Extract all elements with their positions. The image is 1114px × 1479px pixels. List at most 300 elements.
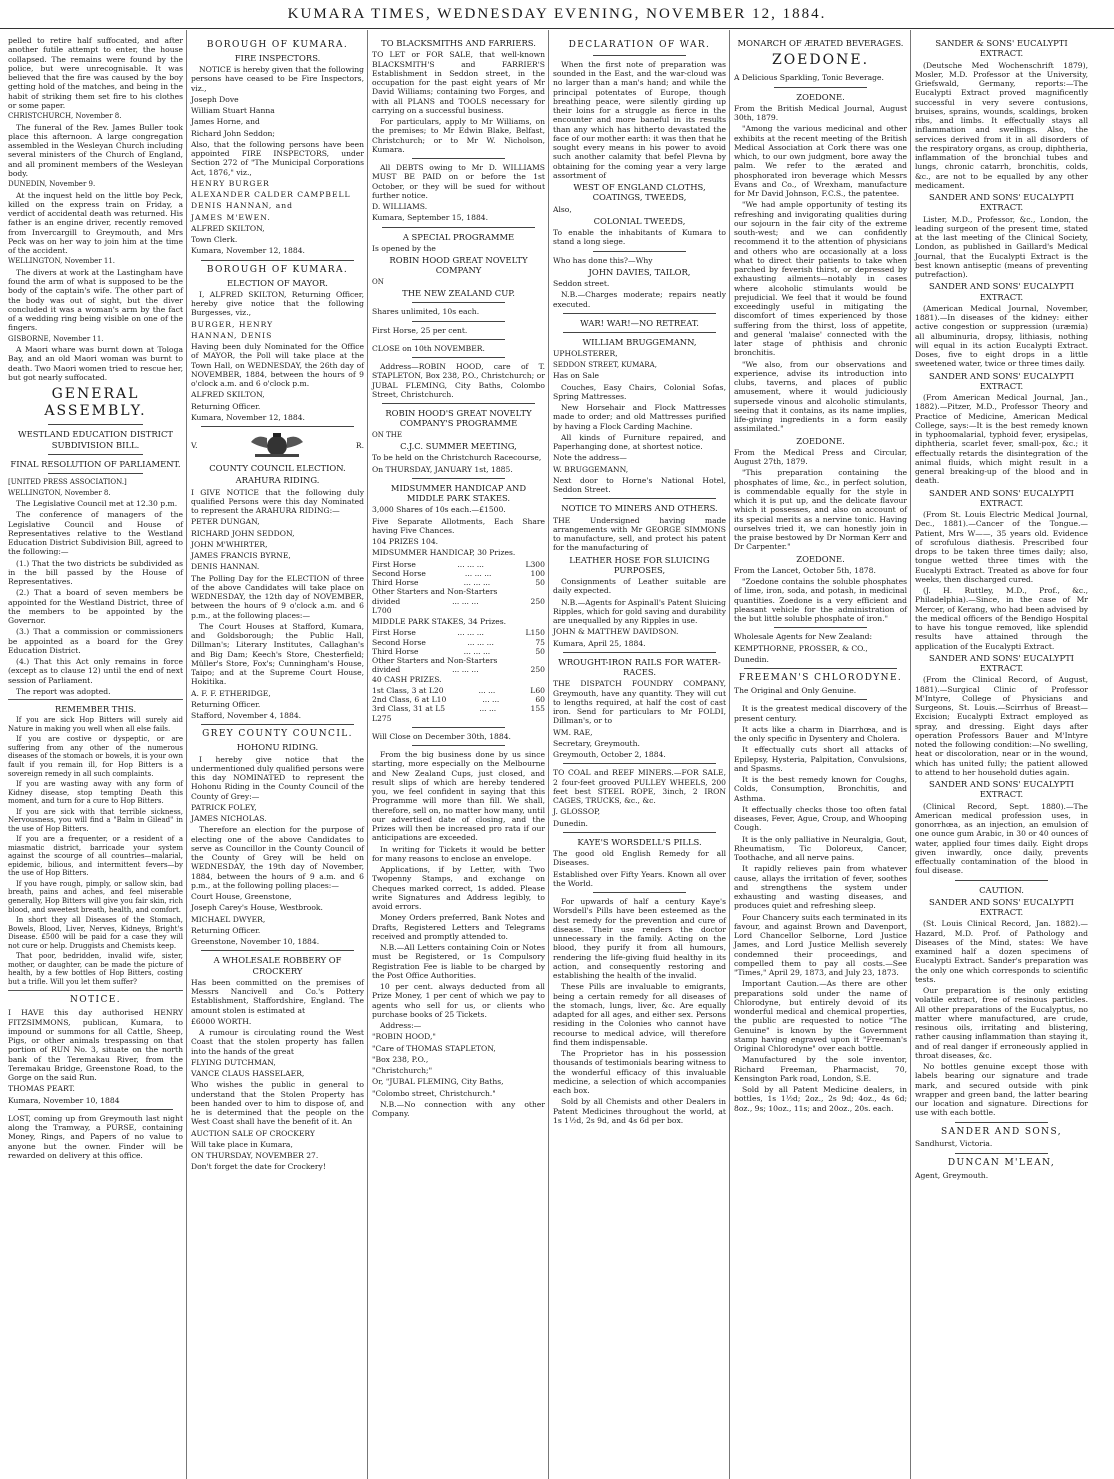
advert-text: "Christchurch;" <box>372 1066 433 1076</box>
advert-text: Applications, if by Letter, with Two Twopenny Stamps, and exchange on Cheques marked correct, 1s added. Please write Signatures and Address legibly, to avoid errors. <box>372 865 545 912</box>
prize-row <box>372 665 545 674</box>
advert-text: "We had ample opportunity of testing its refreshing and invigorating qualities during our sojourn in the fair city of the extreme south-west; and we can confidently recommend it to the attention of physicians and others who are occasionally at a loss what to direct their patients to take when parched by feverish thirst, or depressed by exhausting ailments—notably in cases where alcoholic stimulants would be prejudicial. We feel that it would be found exceedingly useful in mitigating the discomfort of times experienced by those suffering from the thirst, loss of appetite, and general 'malaise' connected with the later stage of phthisis and chronic bronchitis. <box>734 200 907 358</box>
advert-heading: WILLIAM BRUGGEMANN, <box>582 337 697 348</box>
advert-heading: SANDER AND SONS' EUCALYPTI EXTRACT. <box>928 652 1074 673</box>
advert-text: TO COAL and REEF MINERS.—FOR SALE, 2 four-feet grooved PULLEY WHEELS, 200 feet best STEEL ROPE, 3inch, 2 IRON CAGES, TRUCKS, &c., &c. <box>553 768 726 805</box>
notice-heading: COUNTY COUNCIL ELECTION. <box>209 463 346 474</box>
advert-text: (From American Medical Journal, Jan., 1882).—Pitzer, M.D., Professor Theory and Practice of Medicine, American Medical College, says:—It is the best remedy known in typhoomalarial, typhoid fever, erysipelas, diphtheria, scarlet fever, small-pox, &c.; it effectually retards the disintegration of the animal fluids, which might result in a general breaking-up of the blood and in death. <box>915 393 1088 486</box>
divider <box>412 745 505 746</box>
prize-label: First Horse <box>372 559 416 569</box>
signature-title: Returning Officer. <box>191 401 261 411</box>
divider <box>18 1109 173 1110</box>
signature: DUNCAN M'LEAN, <box>947 1157 1056 1168</box>
notice-text: The Polling Day for the ELECTION of three of the above Candidates will take place on WEDNESDAY, the 12th day of NOVEMBER, between the hours of 9 o'clock a.m. and 6 p.m., at the following places:— <box>191 573 364 620</box>
advert-text: Has been committed on the premises of Messrs Nancivell and Co.'s Pottery Establishment, Staffordshire, England. The amount stolen is estimated at <box>191 977 364 1015</box>
divider <box>563 652 716 653</box>
advert-heading: SANDER AND SONS' EUCALYPTI EXTRACT. <box>928 487 1074 508</box>
prize-row <box>372 560 545 569</box>
advert-text: If you are costive or dyspeptic, or are suffering from any other of the numerous diseases of the stomach or bowels, it is your own fault if you remain ill, for Hop Bitters is a sovereign remedy in all such complaints. <box>8 735 183 778</box>
prize-dots: ... ... <box>478 685 496 695</box>
advert-text: If you are sick Hop Bitters will surely aid Nature in making you well when all else fails. <box>8 716 183 733</box>
prize-row <box>372 704 545 713</box>
date: Stafford, November 4, 1884. <box>191 711 302 721</box>
advert-text: "Care of THOMAS STAPLETON, <box>372 1043 496 1053</box>
prize-row <box>372 638 545 647</box>
notice-text: The Court Houses at Stafford, Kumara, and Goldsborough; the Public Hall, Dillman's; Literary Institutes, Callaghan's and Big Dam; Keech's Store, Chesterfield; Müller's Store, Fox's; Cunningham's House, Taipo; and at the Supreme Court House, Hokitika. <box>191 621 364 687</box>
advert-text: Address:— <box>380 1021 422 1031</box>
advert-text: For particulars, apply to Mr Williams, on the premises; to Mr Edwin Blake, Belfast, Christchurch; or to Mr W. Nicholson, Kumara. <box>372 117 545 154</box>
signature-title: Town Clerk. <box>191 235 238 245</box>
advert-text: To enable the inhabitants of Kumara to stand a long siege. <box>553 228 726 247</box>
signature: ALFRED SKILTON, <box>191 223 265 233</box>
dateline: CHRISTCHURCH, November 8. <box>8 112 122 120</box>
advert-text: Dunedin. <box>734 654 769 664</box>
masthead: KUMARA TIMES, WEDNESDAY EVENING, NOVEMBER 12, 1884. <box>0 0 1114 29</box>
date: Kumara, November 12, 1884. <box>191 246 305 256</box>
signature: MICHAEL DWYER, <box>191 914 266 924</box>
prize-value: 100 <box>530 568 545 578</box>
article-text: The Legislative Council met at 12.30 p.m. <box>16 499 178 509</box>
advert-text: AUCTION SALE OF CROCKERY <box>191 1128 315 1138</box>
advert-text: It rapidly relieves pain from whatever cause, allays the irritation of fever, soothes and strengthens the system under exhausting and wasting diseases, and produces quiet and refreshing sleep. <box>734 864 907 911</box>
divider <box>563 763 716 764</box>
advert-heading: SANDER & SONS' EUCALYPTI EXTRACT. <box>935 38 1068 59</box>
advert-text: ON THE <box>372 430 402 439</box>
divider <box>955 1153 1048 1154</box>
notice-heading: BOROUGH OF KUMARA. <box>206 40 349 50</box>
advert-text: Is opened by the <box>372 243 436 253</box>
name-line: PETER DUNGAN, <box>191 517 260 527</box>
name-line: RICHARD JOHN SEDDON, <box>191 528 295 538</box>
advert-text: "Colombo street, Christchurch." <box>372 1088 496 1098</box>
date: Kumara, April 25, 1884. <box>553 638 646 648</box>
advert-text: "Box 238, P.O., <box>372 1054 429 1064</box>
advert-text: To be held on the Christchurch Racecourse, <box>372 453 542 463</box>
advert-text: The good old English Remedy for all Diseases. <box>553 849 726 868</box>
divider <box>201 950 354 951</box>
advert-text: Our preparation is the only existing volatile extract, free of resinous particles. All other preparations of the Eucalyptus, no matter where manufactured, are crude, resinous oils, irritating and blistering, rather causing inflammation than staying it, and of real danger if erroneously applied in throat diseases, &c. <box>915 986 1088 1060</box>
divider <box>955 1122 1048 1123</box>
advert-text: Don't forget the date for Crockery! <box>191 1162 326 1172</box>
date: Greenstone, November 10, 1884. <box>191 937 320 947</box>
prize-dots: ... ... ... <box>463 646 491 656</box>
prize-row <box>372 587 545 596</box>
divider <box>593 892 686 893</box>
advert-text: (Deutsche Med Wochenschrift 1879), Mosler, M.D. Professor at the University, Griefswald, Germany, reports:—The Eucalypti Extract proved magnificently successful in very severe contusions, bruises, sprains, wounds, scaldings, broken ribs, and limbs. It effectually stays all inflammation and swellings. Also, the services derived from it in all disorders of the respiratory organs, as croup, diphtheria, inflammation of the bronchial tubes and lungs, chronic catarrh, bronchitis, colds, &c., are not to be equalled by any other medicament. <box>915 60 1088 190</box>
divider <box>412 727 505 728</box>
advert-text: I HAVE this day authorised HENRY FITZSIMMONS, publican, Kumara, to impound or summons for all Cattle, Sheep, Pigs, or other animals trespassing on that portion of RUN No. 3, situate on the north bank of the Teremakau River, from the Teremakau Bridge, Greenstone Road, to the Gorge on the said Run. <box>8 1008 183 1082</box>
divider <box>774 699 867 700</box>
name-line: JAMES M'EWEN. <box>191 212 271 222</box>
advert-heading: A WHOLESALE ROBBERY OF CROCKERY <box>213 955 342 976</box>
advert-heading: DECLARATION OF WAR. <box>568 40 711 50</box>
name-line: DENIS HANNAN. <box>191 562 260 572</box>
divider <box>201 426 354 427</box>
date: Kumara, September 15, 1884. <box>372 213 489 223</box>
prize-row <box>372 597 545 606</box>
divider <box>744 668 897 669</box>
prize-value: 50 <box>535 578 545 588</box>
advert-text: KEMPTHORNE, PROSSER, & CO., <box>734 643 868 653</box>
notice-subheading: ARAHURA RIDING. <box>235 475 320 486</box>
column-5 <box>729 30 910 1479</box>
notice-text: I hereby give notice that the undermentioned duly qualified persons were this day NOMINATED to represent the Hohonu Riding in the County Council of the County of Grey:— <box>191 754 364 801</box>
prize-label: 2nd Class, 6 at L10 <box>372 695 447 705</box>
advert-text: Wholesale Agents for New Zealand: <box>734 632 873 642</box>
advert-heading: JOHN DAVIES, TAILOR, <box>588 266 691 277</box>
advert-text: N.B.—Charges moderate; repairs neatly executed. <box>553 290 726 309</box>
notice-heading: GREY COUNTY COUNCIL. <box>202 729 353 740</box>
prize-label: 1st Class, 3 at L20 <box>372 685 444 695</box>
article-text: The conference of managers of the Legislative Council and House of Representatives relative to the Westland Education District Subdivision Bill, agreed to the following:— <box>8 510 183 557</box>
prize-total: L275 <box>372 713 392 723</box>
dateline: DUNEDIN, November 9. <box>8 180 96 189</box>
divider <box>201 260 354 261</box>
advert-heading: ZOEDONE. <box>771 52 870 69</box>
prize-dots: ... ... ... <box>452 596 479 606</box>
divider <box>201 724 354 725</box>
signature-title: Returning Officer. <box>191 699 261 709</box>
advert-text: A rumour is circulating round the West Coast that the stolen property has fallen into the hands of the great <box>191 1028 364 1056</box>
name-line: Richard John Seddon; <box>191 128 275 138</box>
divider <box>382 403 535 404</box>
notice-text: Having been duly Nominated for the Office of MAYOR, the Poll will take place at the Town Hall, on WEDNESDAY, the 26th day of NOVEMBER, 1884, between the hours of 9 o'clock a.m. and 6 o'clock p.m. <box>191 342 364 389</box>
royal-arms-emblem <box>191 431 364 459</box>
advert-text: N.B.—No connection with any other Company. <box>372 1099 545 1119</box>
article-text: The funeral of the Rev. James Buller took place this afternoon. A large congregation assembled in the Wesleyan Church including several ministers of the Church of England, and all prominent members of the Wesleyan body. <box>8 122 183 178</box>
prize-row <box>372 656 545 665</box>
advert-text: It is the greatest medical discovery of the present century. <box>734 704 907 723</box>
prize-label: Third Horse <box>372 578 419 588</box>
divider <box>774 87 867 88</box>
advert-heading: A SPECIAL PROGRAMME <box>402 231 515 242</box>
advert-heading: MIDSUMMER HANDICAP AND MIDDLE PARK STAKES. <box>390 482 527 504</box>
notice-subheading: FIRE INSPECTORS. <box>234 52 321 63</box>
prize-label: Second Horse <box>372 637 426 647</box>
date: Greymouth, October 2, 1884. <box>553 750 666 759</box>
advert-text: From the Lancet, October 5th, 1878. <box>734 565 876 575</box>
column-6 <box>910 30 1091 1479</box>
prize-dots: ... ... ... <box>467 637 494 647</box>
advert-heading: ZOEDONE. <box>796 91 845 102</box>
advert-text: (J. H. Ruttley, M.D., Prof., &c., Philadelphia).—Since, in the case of Mr Mercer, of Kerang, who had been advised by the medical officers of the Bendigo Hospital to have his tongue removed, like splendid results have attained through the application of the Eucalypti Extract. <box>915 586 1088 651</box>
advert-text: Couches, Easy Chairs, Colonial Sofas, Spring Mattresses. <box>553 382 726 401</box>
advert-text: The Proprietor has in his possession thousands of testimonials bearing witness to the wonderful efficacy of this invaluable medicine, a selection of which accompanies each box. <box>553 1049 726 1095</box>
advert-text: (From St. Louis Electric Medical Journal, Dec., 1881).—Cancer of the Tongue.—Patient, Mrs W——, 35 years old. Evidence of scrofulous diathesis. Prescribed four drops to be taken three times daily; also, tongue wetted three times with the Eucalypti Extract. Treated as above for four weeks, then discharged cured. <box>915 510 1088 584</box>
prize-dots: ... ... <box>482 695 500 705</box>
notice-subheading: HOHONU RIDING. <box>236 742 319 753</box>
advert-text: It acts like a charm in Diarrhœa, and is the only specific in Dysentery and Cholera. <box>734 724 907 744</box>
advert-heading: ROBIN HOOD GREAT NOVELTY COMPANY <box>389 255 528 276</box>
divider <box>382 227 535 228</box>
advert-text: In writing for Tickets it would be better for many reasons to enclose an envelope. <box>372 844 545 863</box>
column-4 <box>548 30 729 1479</box>
prize-row <box>372 647 545 656</box>
divider <box>563 832 716 833</box>
divider <box>563 498 716 499</box>
prize-total: L700 <box>372 605 392 615</box>
column-2 <box>186 30 367 1479</box>
advert-text: Important Caution.—As there are other preparations sold under the name of Chlorodyne, but entirely devoid of its wonderful medical and chemical properties, the public are requested to notice "The Genuine" is known by the Government stamp having engraved upon it "Freeman's Original Chlorodyne" over each bottle. <box>734 979 907 1054</box>
divider <box>48 424 143 425</box>
divider <box>48 454 143 455</box>
advert-text: THE DISPATCH FOUNDRY COMPANY, Greymouth, have any quantity. They will cut to lengths required, at half the cost of cast iron. Send for particulars to Mr FOLDI, Dillman's, or to <box>553 679 726 726</box>
advert-text: ON <box>372 277 384 286</box>
advert-text: For upwards of half a century Kaye's Worsdell's Pills have been esteemed as the best remedy for the prevention and cure of disease. Their use renders the doctor unnecessary in the family. Acting on the blood, they purify it from all humours, rendering the life-giving fluid healthy in its action, and consequently restoring and establishing the health of the invalid. <box>553 897 726 980</box>
advert-text: The Original and Only Genuine. <box>734 686 857 696</box>
dateline: WELLINGTON, November 11. <box>8 257 116 266</box>
advert-text: Money Orders preferred, Bank Notes and Drafts, Registered Letters and Telegrams received and promptly attended to. <box>372 913 545 941</box>
advert-heading: KAYE'S WORSDELL'S PILLS. <box>577 836 702 847</box>
prize-value: 75 <box>535 637 545 647</box>
advert-text: Has on Sale <box>553 371 599 381</box>
notice-text: Therefore an election for the purpose of electing one of the above Candidates to serve as Councillor in the County Council of the County of Grey will be held on WEDNESDAY, the 19th day of November, 1884, between the hours of 9 a.m. and 6 p.m., at the following polling places:— <box>191 825 364 890</box>
advert-heading: SANDER AND SONS' EUCALYPTI EXTRACT. <box>928 281 1074 302</box>
prize-table-title: MIDSUMMER HANDICAP, 30 Prizes. <box>372 548 516 558</box>
section-heading: GENERAL ASSEMBLY. <box>44 386 147 420</box>
advert-text: Four Chancery suits each terminated in its favour, and against Brown and Davenport, Lord Chancellor Selborne, Lord Justice James, and Lord Justice Mellish severely condemned their proceedings, and compelled them to pay all costs.—See "Times," April 29, 1873, and July 23, 1873. <box>734 912 907 978</box>
article-text: (2.) That a board of seven members be appointed for the Westland District, three of the members to be appointed by the Governor. <box>8 588 183 626</box>
dateline: GISBORNE, November 11. <box>8 334 104 343</box>
advert-text: These Pills are invaluable to emigrants, being a certain remedy for all diseases of the stomach, lungs, liver, &c. Are equally adapted for all ages, and either sex. Persons residing in the Colonies who cannot have recourse to medical advice, will therefore find them indispensable. <box>553 982 726 1047</box>
advert-text: Also, <box>553 204 572 214</box>
divider <box>48 473 143 474</box>
signature: THOMAS PEART. <box>8 1084 75 1094</box>
advert-heading: REMEMBER THIS. <box>54 704 137 715</box>
prize-label: Third Horse <box>372 646 419 656</box>
advert-text: W. BRUGGEMANN, <box>553 464 629 474</box>
name-line: JAMES NICHOLAS. <box>191 814 267 824</box>
signature: SANDER AND SONS, <box>941 1126 1062 1137</box>
signature: J. GLOSSOP, <box>553 807 601 817</box>
advert-heading: SANDER AND SONS' EUCALYPTI EXTRACT. <box>928 192 1074 213</box>
sub-heading: FINAL RESOLUTION OF PARLIAMENT. <box>10 458 181 469</box>
advert-heading: NOTICE. <box>70 995 121 1006</box>
sub-heading: WESTLAND EDUCATION DISTRICT SUBDIVISION BILL. <box>18 429 173 450</box>
advert-text: SEDDON STREET, KUMARA, <box>553 360 657 369</box>
name-line: James Horne, and <box>191 117 260 127</box>
date: Kumara, November 12, 1884. <box>191 412 305 422</box>
advert-text: 3,000 Shares of 10s each.—£1500. <box>372 505 506 515</box>
advert-text: Will Close on December 30th, 1884. <box>372 731 511 741</box>
advert-text: Sold by all Patent Medicine dealers, in bottles, 1s 1½d; 2oz., 2s 9d; 4oz., 4s 6d; 8oz., 9s; 10oz., 11s; and 20oz., 20s. each. <box>734 1085 907 1113</box>
advert-text: Or, "JUBAL FLEMING, City Baths, <box>372 1077 504 1087</box>
advert-text: New Horsehair and Flock Mattresses made to order; and old Mattresses purified by having a Flock Carding Machine. <box>553 403 726 431</box>
advert-text: "This preparation containing the phosphates of lime, &c., in perfect solution, is commendable equally for the style in which it is put up, and the delicate flavour which it possesses, and also on account of its special merits as a nervine tonic. Having ourselves tried it, we can honestly join in the praise bestowed by Dr Norman Kerr and Dr Carpenter." <box>734 468 907 552</box>
advert-text: FLYING DUTCHMAN, <box>191 1057 276 1067</box>
prize-value: 250 <box>530 665 545 675</box>
advert-text: It is the only palliative in Neuralgia, Gout, Rheumatism, Tic Doloreux, Cancer, Toothache, and all nerve pains. <box>734 834 907 863</box>
prize-value: L150 <box>525 628 545 638</box>
divider <box>593 55 686 56</box>
advert-hop-bitters <box>8 699 183 991</box>
advert-heading: ZOEDONE. <box>796 435 845 446</box>
divider <box>563 313 716 314</box>
advert-text: Seddon street. <box>553 279 610 289</box>
prize-value: 250 <box>530 596 545 606</box>
prize-row <box>372 569 545 578</box>
prize-dots: ... ... ... <box>463 578 491 588</box>
advert-heading: LEATHER HOSE FOR SLUICING PURPOSES, <box>569 554 710 575</box>
advert-text: Manufactured by the sole inventor, Richard Freeman, Pharmacist, 70, Kensington Park road, London, S.E. <box>734 1055 907 1083</box>
advert-text: From the British Medical Journal, August 30th, 1879. <box>734 103 907 123</box>
advert-heading: SANDER AND SONS' EUCALYPTI EXTRACT. <box>928 896 1074 917</box>
signature: WM. RAE, <box>553 727 593 737</box>
name-line: PATRICK FOLEY, <box>191 802 257 812</box>
advert-text: A Delicious Sparkling, Tonic Beverage. <box>734 73 884 83</box>
prize-row <box>372 628 545 637</box>
advert-text: Sold by all Chemists and other Dealers in Patent Medicines throughout the world, at 1s 1½d, 2s 9d, and 4s 6d per box. <box>553 1097 726 1125</box>
article-text: (4.) That this Act only remains in force (except as to clause 12) until the end of next session of Parliament. <box>8 657 183 685</box>
advert-text: Address—ROBIN HOOD, care of T. STAPLETON, Box 238, P.O., Christchurch; or JUBAL FLEMING, City Baths, Colombo Street, Christchurch. <box>372 362 545 399</box>
advert-heading: ZOEDONE. <box>796 553 845 564</box>
advert-text: Five Separate Allotments, Each Share having Five Chances. <box>372 516 545 535</box>
advert-text: £6000 WORTH. <box>191 1016 252 1026</box>
prize-dots: ... ... ... <box>457 628 484 638</box>
advert-heading: WEST OF ENGLAND CLOTHS, COATINGS, TWEEDS, <box>573 182 706 203</box>
advert-text: (St. Louis Clinical Record, Jan. 1882).—Hazard, M.D. Prof. of Pathology and Diseases of the Mind, states: We have examined half a dozen specimens of Eucalypti Extract. Sander's preparation was the only one which corresponds to scientific tests. <box>915 919 1088 984</box>
advert-heading: COLONIAL TWEEDS, <box>593 215 686 226</box>
divider <box>412 478 505 479</box>
place-line: Joseph Carey's House, Westbrook. <box>191 903 323 913</box>
advert-heading: C.J.C. SUMMER MEETING, <box>400 441 517 452</box>
advert-text: TO LET or FOR SALE, that well-known BLACKSMITH'S and FARRIER'S Establishment in Seddon street, in the occupation for the past eight years of Mr David Williams; containing two Forges, and with all PLANS and TOOLS necessary for carrying on a successful business. <box>372 50 545 115</box>
advert-text: It effectually checks those too often fatal diseases, Fever, Ague, Croup, and Whooping Cough. <box>734 804 907 833</box>
article-text: The report was adopted. <box>16 686 111 696</box>
place-line: Court House, Greenstone, <box>191 892 292 902</box>
signature-title: Agent, Greymouth. <box>915 1170 989 1180</box>
prize-row <box>372 695 545 704</box>
advert-text: On THURSDAY, JANUARY 1st, 1885. <box>372 464 513 474</box>
name-line: ALEXANDER CALDER CAMPBELL <box>191 190 351 200</box>
article-text: At the inquest held on the little boy Peck, killed on the express train on Friday, a verdict of accidental death was returned. His father is an engine driver, recently removed from Invercargill to Greymouth, and Mrs Peck was on her way to join him at the time of the accident. <box>8 190 183 256</box>
signature: A. F. F. ETHERIDGE, <box>191 688 271 698</box>
prize-dots: ... ... ... <box>452 665 479 675</box>
press-credit: [UNITED PRESS ASSOCIATION.] <box>8 478 127 487</box>
advert-text: It effectually cuts short all attacks of Epilepsy, Hysteria, Palpitation, Convulsions, and Spasms. <box>734 745 907 773</box>
name-line: HANNAN, DENIS <box>191 330 273 340</box>
prize-row <box>372 578 545 587</box>
signature-title: Secretary, Greymouth. <box>553 738 640 748</box>
prize-label: First Horse <box>372 628 416 638</box>
prize-row <box>372 686 545 695</box>
emblem-left-letter: V. <box>191 440 198 450</box>
signature-title: Returning Officer. <box>191 925 261 935</box>
advert-text: UPHOLSTERER, <box>553 349 618 359</box>
prize-value: L300 <box>525 559 545 569</box>
advert-text: From the Medical Press and Circular, August 27th, 1879. <box>734 447 907 467</box>
notice-text: Also, that the following persons have been appointed FIRE INSPECTORS, under Section 272 of "The Municipal Corporations Act, 1876," viz., <box>191 139 364 177</box>
prize-value: 50 <box>535 646 545 656</box>
name-line: Joseph Dove <box>191 94 239 104</box>
advert-heading: TO BLACKSMITHS AND FARRIERS. <box>381 38 536 48</box>
advert-heading: CAUTION. <box>979 884 1024 895</box>
advert-text: LOST, coming up from Greymouth last night along the Tramway, a PURSE, containing Money, Rings, and Papers of no value to anyone but the owner. Finder will be rewarded on delivery at this office. <box>8 1113 183 1160</box>
signature-title: Sandhurst, Victoria. <box>915 1139 993 1149</box>
advert-text: Note the address— <box>553 453 627 463</box>
notice-subheading: ELECTION OF MAYOR. <box>227 277 328 288</box>
notice-text: NOTICE is hereby given that the following persons have ceased to be Fire Inspectors, viz., <box>191 65 364 93</box>
column-3 <box>367 30 548 1479</box>
advert-text: VANCE CLAUS HASSELAER, <box>191 1069 305 1079</box>
prize-label: divided <box>372 596 401 606</box>
advert-text: From the big business done by us since starting, more especially on the Melbourne and New Zealand Cups, just closed, and result slips of which are hereby tendered you, we feel confident in saying that this Programme will more than fill. We shall, therefore, sell on, no matter how many, until our advertised date of closing, and the Prizes will then be increased pro rata if our anticipations are exceeded. <box>372 750 545 843</box>
advert-text: THE Undersigned having made arrangements with Mr GEORGE SIMMONS to manufacture, sell, and protect his patent for the manufacturing of <box>553 515 726 553</box>
advert-text: Lister, M.D., Professor, &c., London, the leading surgeon of the present time, stated at the last meeting of the Clinical Society, London, as published in Gaillard's Medical Journal, that the Eucalypti Extract is the best known antiseptic (means of preventing putrefaction). <box>915 214 1088 279</box>
divider <box>774 627 867 628</box>
column-1 <box>0 30 186 1479</box>
advert-heading: ROBIN HOOD'S GREAT NOVELTY COMPANY'S PROGRAMME <box>385 408 532 429</box>
article-text: pelled to retire half suffocated, and after another futile attempt to enter, the house collapsed. The remains were found by the police, but were unrecognisable. It was believed that the fire was caused by the boy getting hold of the matches, and being in the habit of striking them set fire to his clothes or some paper. <box>8 36 183 110</box>
advert-text: ON THURSDAY, NOVEMBER 27. <box>191 1151 319 1161</box>
article-text: (3.) That a commission or commissioners be appointed as a board for the Grey Education District. <box>8 627 183 655</box>
divider <box>412 302 505 303</box>
advert-text: If you have rough, pimply, or sallow skin, bad breath, pains and aches, and feel miserable generally, Hop Bitters will give you fair skin, rich blood, and sweetest breath, health, and comfort. <box>8 879 183 914</box>
advert-text: Next door to Horne's National Hotel, Seddon Street. <box>553 475 726 494</box>
divider <box>412 357 505 358</box>
signature: ALFRED SKILTON, <box>191 390 265 400</box>
advert-text: "Zoedone contains the soluble phosphates of lime, iron, soda, and potash, in medicinal quantities. Zoedone is a very efficient and pleasant vehicle for the administration of the but little soluble phosphate of iron." <box>734 577 907 624</box>
advert-heading: WAR! WAR!—NO RETREAT. <box>580 317 699 328</box>
prize-dots: ... ... ... <box>457 559 484 569</box>
notice-text: I GIVE NOTICE that the following duly qualified Persons were this day Nominated to represent the ARAHURA RIDING:— <box>191 487 364 516</box>
advert-text: N.B.—All Letters containing Coin or Notes must be Registered, or 1s Compulsory Registration Fee is liable to be charged by the Post Office Authorities. <box>372 943 545 980</box>
divider <box>955 880 1048 881</box>
advert-text: Who wishes the public in general to understand that the Stolen Property has been handed over to him to dispose of, and he is determined that the people on the West Coast shall have the benefit of it. An <box>191 1080 364 1127</box>
advert-text: Will take place in Kumara, <box>191 1139 293 1149</box>
advert-heading: THE NEW ZEALAND CUP. <box>402 288 515 299</box>
dateline: WELLINGTON, November 8. <box>8 488 111 497</box>
advert-text: When the first note of preparation was sounded in the East, and the war-cloud was no larger than a man's hand; and while the principal potentates of Europe, though breathing peace, were silently girding up their loins for a struggle as fierce in the encounter and more baneful in its results than any which has hitherto devastated the face of our mother earth: it was then that he sought every means in his power to avoid such another calamity that befel Plevna by obtaining for the coming year a very large assortment of <box>553 59 726 180</box>
advert-text: Who has done this?—Why <box>553 255 653 265</box>
signature-title: Dunedin. <box>553 818 588 828</box>
prize-dots: ... ... <box>479 704 497 714</box>
divider <box>412 158 505 159</box>
name-line: JAMES FRANCIS BYRNE, <box>191 551 291 561</box>
advert-text: If you are a frequenter, or a resident of a miasmatic district, barricade your system against the scourge of all countries—malarial, epidemic, bilious, and intermittent fevers—by the use of Hop Bitters. <box>8 835 183 878</box>
signature: D. WILLIAMS. <box>372 202 428 211</box>
prize-value: 155 <box>530 704 545 714</box>
advert-text: It is the best remedy known for Coughs, Colds, Consumption, Bronchitis, and Asthma. <box>734 775 907 803</box>
divider <box>412 321 505 322</box>
advert-heading: FREEMAN'S CHLORODYNE. <box>738 673 903 684</box>
newspaper-page <box>0 30 1114 1479</box>
prize-table-title: 40 CASH PRIZES. <box>372 674 442 684</box>
advert-text: Established over Fifty Years. Known all over the World. <box>553 869 726 888</box>
article-text: (1.) That the two districts be subdivided as in the bill passed by the House of Representatives. <box>8 558 183 587</box>
name-line: William Stuart Hanna <box>191 106 275 116</box>
signature: JOHN & MATTHEW DAVIDSON. <box>553 627 679 637</box>
advert-text: (American Medical Journal, November, 1881).—In diseases of the kidney: either active congestion or suppression (uræmia) all albuminuria, dropsy, lithiasis, nothing will equal in its action Eucalypti Extract. Doses, five to eight drops in a little sweetened water, twice or three times daily. <box>915 303 1088 369</box>
advert-text: "Among the various medicinal and other exhibits at the recent meeting of the British Medical Association at Cork there was one which, to our own judgment, bore away the palm. We refer to the ærated and phosphorated iron beverage which Messrs Evans and Co., of Wrexham, manufacture for Mr David Johnson, F.C.S., the patentee. <box>734 124 907 199</box>
divider <box>593 251 686 252</box>
advert-text: CLOSE on 10th NOVEMBER. <box>372 343 485 353</box>
prize-value: L60 <box>530 685 545 695</box>
advert-text: (From the Clinical Record, of August, 1881).—Surgical Clinic of Professor M'Intyre, College of Physicians and Surgeons, St. Louis.—Scirrhus of Breast—Excision; Eucalypti Extract employed as spray, and dressing. Eight days after operation Professors Bauer and M'Intyre noted the following condition:—No swelling, heat or discoloration, near or in the wound, which has united fully; the patient allowed to attend to her household duties again. <box>915 675 1088 777</box>
advert-text: All DEBTS owing to Mr D. WILLIAMS MUST BE PAID on or before the 1st October, or they will be sued for without further notice. <box>372 163 545 200</box>
advert-text: If you are sick with that terrible sickness, Nervousness, you will find a "Balm in Gilead" in the use of Hop Bitters. <box>8 807 183 833</box>
prize-label: Second Horse <box>372 568 426 578</box>
divider <box>563 332 716 333</box>
advert-heading: SANDER AND SONS' EUCALYPTI EXTRACT. <box>928 370 1074 391</box>
advert-text: "We also, from our observations and experience, advise its introduction into clubs, taverns, and places of public amusement, where it would judiciously supersede vinous and alcoholic stimulants, seeing that it contains, as its name implies, life-giving ingredients in a form easily assimilated." <box>734 359 907 434</box>
advert-heading: SANDER AND SONS' EUCALYPTI EXTRACT. <box>928 779 1074 800</box>
name-line: DENIS HANNAN, and <box>191 201 294 211</box>
advert-heading: WROUGHT-IRON RAILS FOR WATER-RACES. <box>558 656 721 677</box>
prize-table-title: MIDDLE PARK STAKES, 34 Prizes. <box>372 617 507 627</box>
advert-text: In short they all Diseases of the Stomach, Bowels, Blood, Liver, Nerves, Kidneys, Bright's Disease. £500 will be paid for a case they will not cure or help. Druggists and Chemists keep. <box>8 916 183 950</box>
advert-text: 104 PRIZES 104. <box>372 537 439 547</box>
